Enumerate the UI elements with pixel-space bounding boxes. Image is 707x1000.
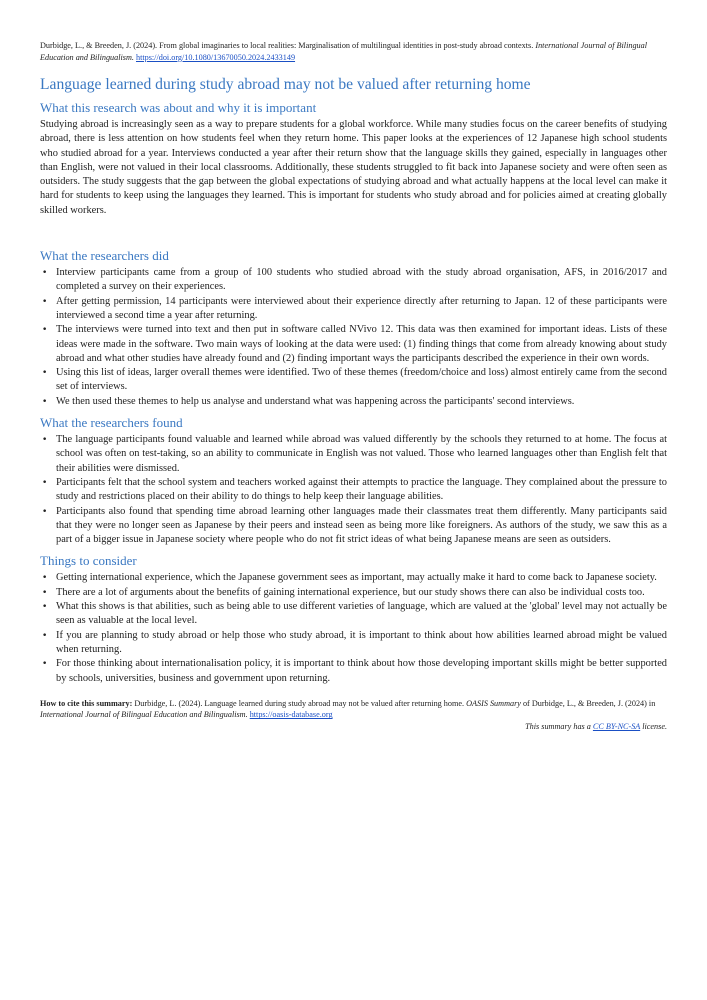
footer-journal: International Journal of Bilingual Education and Bilingualism. [40,710,248,720]
list-item: • We then used these themes to help us analyse and understand what was happening across the participants' second interviews. [56,395,667,409]
list-item: • If you are planning to study abroad or help those who study abroad, it is important to think about how abilities learned abroad might be valued when returning. [56,629,667,658]
license-suffix: license. [642,721,667,731]
citation-journal: International Journal of Bilingual Education and Bilingualism. [40,41,648,62]
page-title: Language learned during study abroad may not be valued after returning home [40,76,531,93]
list-item: • Participants also found that spending time abroad learning other languages made their classmates treat them differently. Many participants said that they were no longer seen as Japanese by their peers and instead seen as being more like foreigners. As authors of the study, we saw this as a part of a bigger issue in Japanese society where people who do not fit strict ideas of what being Japanese means are seen as outsiders. [56,505,667,548]
how-to-cite-text: Durbidge, L. (2024). Language learned during study abroad may not be valued after returning home. [134,698,465,708]
list-item: • What this shows is that abilities, such as being able to use different varieties of language, which are valued at the 'global' level may not actually be seen as valuable at the local level. [56,600,667,629]
section-heading-consider: Things to consider [40,553,137,569]
citation-footer [40,698,667,733]
list-item: • There are a lot of arguments about the benefits of gaining international experience, but our study shows there can also be individual costs too. [56,586,667,600]
list-item: • After getting permission, 14 participants were interviewed about their experience directly after returning to Japan. 12 of these participants were interviewed a second time a year after returning. [56,295,667,324]
list-item: • Getting international experience, which the Japanese government sees as important, may actually make it hard to come back to Japanese society. [56,571,667,585]
section-about-text: Studying abroad is increasingly seen as a way to prepare students for a global workforce. While many studies focus on the career benefits of studying abroad, there is less attention on how students feel when they return home. This paper looks at the experiences of 12 Japanese high school students who studied abroad for a year. Interviews conducted a year after their return show that the language skills they gained, especially in languages other than English, were not valued in their local classrooms. Additionally, these students struggled to fit back into Japanese society and were often seen as outsiders. The study suggests that the gap between the global expectations of studying abroad and what actually happens at the local level can make it hard for students to keep using the languages they learned. This is important for students who study abroad and for policies aimed at creating globally skilled workers. [40,119,667,216]
how-to-cite-label: How to cite this summary: [40,698,133,708]
list-item: • Interview participants came from a group of 100 students who studied abroad with the study abroad organisation, AFS, in 2016/2017 and completed a survey on their experiences. [56,266,667,295]
oasis-link[interactable]: https://oasis-database.org [249,710,333,720]
citation [40,40,667,63]
found-list [40,433,667,547]
license-link[interactable]: CC BY-NC-SA [592,721,641,731]
section-heading-did: What the researchers did [40,248,169,264]
oasis-series: OASIS Summary [466,698,521,708]
how-to-cite-text-2: of Durbidge, L., & Breeden, J. (2024) in [522,698,656,708]
list-item: • The language participants found valuable and learned while abroad was valued differently by the schools they returned to at home. The focus at school was often on test-taking, so an ability to communicate in English was not valued. Those who learned languages other than English felt that their abilities were dismissed. [56,433,667,476]
citation-authors: Durbidge, L., & Breeden, J. (2024). [40,41,158,50]
list-item: • Participants felt that the school system and teachers worked against their attempts to practice the language. They complained about the pressure to study and restrictions placed on their ability to do things to help keep their language abilities. [56,476,667,505]
did-list [40,266,667,409]
consider-list [40,571,667,685]
summary-page [40,40,667,732]
citation-doi-link[interactable]: https://doi.org/10.1080/13670050.2024.2433149 [135,52,296,62]
list-item: • The interviews were turned into text and then put in software called NVivo 12. This data was then examined for important ideas. Lists of these ideas were made in the software. Two main ways of looking at the data were used: (1) finding things that come from already knowing about study abroad and what other studies have already found and (2) finding important ways the participants described the experience in their own words. [56,323,667,366]
license-prefix: This summary has a [525,721,591,731]
license-line [40,721,667,733]
section-heading-about: What this research was about and why it is important [40,100,317,115]
spacer [40,218,667,248]
citation-article-title: From global imaginaries to local realities: Marginalisation of multilingual identities in post-study abroad contexts. [159,41,534,50]
section-heading-found: What the researchers found [40,415,183,431]
list-item: • For those thinking about internationalisation policy, it is important to think about how those developing important skills might be better supported by schools, universities, business and government upon returning. [56,657,667,686]
how-to-cite [40,698,667,721]
list-item: • Using this list of ideas, larger overall themes were identified. Two of these themes (freedom/choice and loss) almost entirely came from the second set of interviews. [56,366,667,395]
